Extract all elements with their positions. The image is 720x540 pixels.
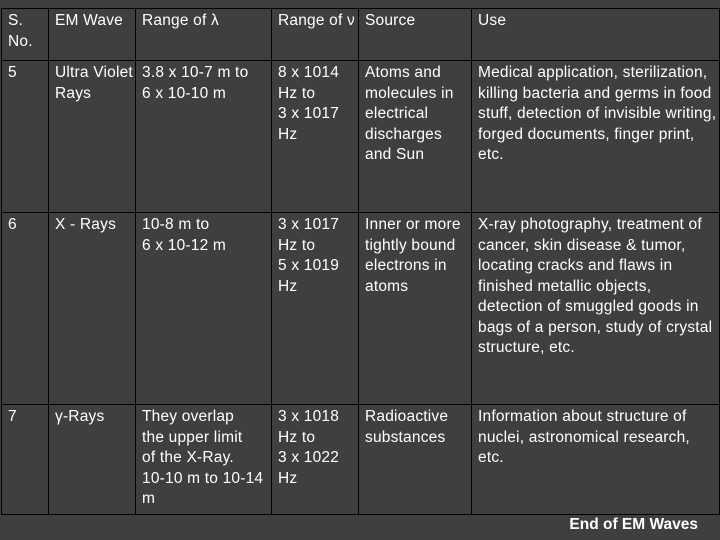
cell-source: Radioactive substances (359, 405, 472, 515)
cell-lambda-range (136, 61, 272, 213)
nu-line: Hz (278, 277, 298, 295)
header-wave: EM Wave (49, 9, 136, 61)
cell-sno: 7 (2, 405, 49, 515)
cell-nu-range (272, 61, 359, 213)
cell-use: Medical application, sterilization, killing bacteria and germs in food stuff, detection of invisible writing, forged documents, finger print, etc. (472, 61, 720, 213)
table-row (2, 405, 720, 515)
nu-line: 3 x 1017 (278, 105, 340, 122)
cell-wave: X - Rays (49, 213, 136, 405)
cell-nu-range (272, 213, 359, 405)
header-source: Source (359, 9, 472, 61)
table-row (2, 213, 720, 405)
nu-line: Hz to (278, 84, 316, 102)
cell-lambda-range (136, 213, 272, 405)
cell-wave: γ-Rays (49, 405, 136, 515)
cell-lambda-range (136, 405, 272, 515)
header-range-lambda: Range of λ (136, 9, 272, 61)
table-header-row (2, 9, 720, 61)
nu-line: 3 x 1017 (278, 216, 340, 233)
cell-source: Inner or more tightly bound electrons in atoms (359, 213, 472, 405)
lambda-line: 10-10 m to 10-14 m (142, 469, 264, 507)
cell-nu-range (272, 405, 359, 515)
nu-line: Hz to (278, 428, 316, 446)
header-use: Use (472, 9, 720, 61)
table-row (2, 61, 720, 213)
lambda-line: of the X-Ray. (142, 449, 234, 466)
lambda-line: They overlap (142, 408, 235, 425)
em-waves-table (1, 8, 720, 515)
lambda-line: 10-8 m to (142, 216, 210, 233)
lambda-line: 3.8 x 10-7 m to (142, 64, 249, 81)
header-range-nu: Range of ν (272, 9, 359, 61)
nu-line: 3 x 1018 (278, 408, 340, 425)
cell-sno: 5 (2, 61, 49, 213)
lambda-line: 6 x 10-10 m (142, 84, 227, 102)
cell-use: Information about structure of nuclei, astronomical research, etc. (472, 405, 720, 515)
lambda-line: the upper limit (142, 428, 243, 446)
cell-sno: 6 (2, 213, 49, 405)
nu-line: Hz (278, 469, 298, 487)
nu-line: 3 x 1022 (278, 449, 340, 466)
cell-wave: Ultra Violet Rays (49, 61, 136, 213)
lambda-line: 6 x 10-12 m (142, 236, 227, 254)
nu-line: 5 x 1019 (278, 257, 340, 274)
nu-line: Hz (278, 125, 298, 143)
header-sno: S. No. (2, 9, 49, 61)
nu-line: Hz to (278, 236, 316, 254)
cell-use: X-ray photography, treatment of cancer, skin disease & tumor, locating cracks and flaws in finished metallic objects, detection of smuggled goods in bags of a person, study of crystal structure, etc. (472, 213, 720, 405)
end-of-em-waves-link[interactable]: End of EM Waves (569, 516, 698, 533)
cell-source: Atoms and molecules in electrical discharges and Sun (359, 61, 472, 213)
nu-line: 8 x 1014 (278, 64, 340, 81)
